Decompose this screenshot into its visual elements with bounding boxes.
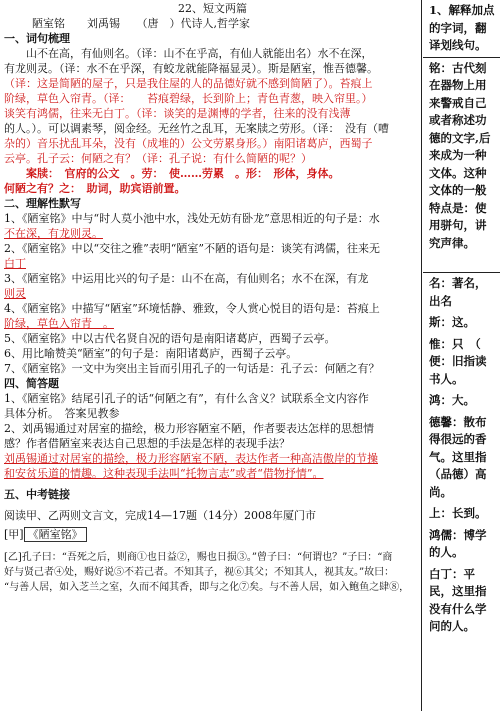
sidebar-def-shang: 上：长到。 (429, 506, 487, 520)
vocab-line-3: （译：这是简陋的屋子，只是我住屋的人的品德好就不感到简陋了）。苔痕上 (4, 77, 373, 90)
exam-passage-b-line-2: 好与贤己者④处，赐好说⑤不若己者。不知其子，视⑥其父；不知其人，视其友。”故曰： (4, 567, 395, 578)
exam-passage-title: 《陋室铭》 (24, 527, 87, 542)
qa-line-6: 和安贫乐道的情趣。这种表现手法叫“托物言志”或者“借物抒情”。 (4, 467, 324, 480)
vocab-line-7: 杂的）音乐扰乱耳朵，没有（成堆的）公文劳累身形。）南阳诸葛庐，西蜀子 (4, 137, 373, 150)
dictation-line-8: 阶绿，草色入帘青 。 (4, 317, 114, 330)
vocab-line-10: 何陋之有？之： 助词，助宾语前置。 (4, 182, 186, 195)
dictation-line-4: 白丁 (4, 257, 26, 270)
sidebar-def-ming: 名：著名，出名 (429, 276, 487, 308)
section-dictation-heading: 二、理解性默写 (4, 197, 81, 210)
sidebar-notes (423, 0, 500, 711)
vocab-line-2: 有龙则灵。（译：水不在乎深，有蛟龙就能降福显灵）。斯是陋室，惟吾德馨。 (4, 62, 378, 75)
section-vocab-heading: 一、词句梳理 (4, 32, 70, 45)
sidebar-def-wei: 惟：只 （ 便：旧指读书人。 (429, 336, 493, 386)
vocab-line-5: 谈笑有鸿儒，往来无白丁。（译：谈笑的是渊博的学者，往来的没有浅薄 (4, 107, 351, 120)
dictation-line-5: 3、《陋室铭》中运用比兴的句子是：山不在高，有仙则名；水不在深，有龙 (4, 272, 369, 285)
sidebar-def-si: 斯：这。 (429, 315, 475, 329)
dictation-line-10: 6、用比喻赞美“陋室”的句子是：南阳诸葛庐，西蜀子云亭。 (4, 347, 298, 360)
dictation-line-7: 4、《陋室铭》中描写“陋室”环境恬静、雅致，令人赏心悦目的语句是：苔痕上 (4, 302, 380, 315)
vocab-line-8: 云亭。孔子云：何陋之有？（译：孔子说：有什么简陋的呢？） (4, 152, 312, 165)
dictation-line-9: 5、《陋室铭》中以古代名贤自况的语句是南阳诸葛庐，西蜀子云亭。 (4, 332, 336, 345)
qa-line-1: 1、《陋室铭》结尾引孔子的话“何陋之有”，有什么含义？试联系全文内容作 (4, 392, 369, 405)
vocab-line-4: 阶绿，草色入帘青。（译： 苔痕碧绿，长到阶上；青色青葱，映入帘里。） (4, 92, 373, 105)
exam-passage-b-line-1: [乙]孔子曰：“吾死之后，则商①也日益②，赐也日损③。”曾子曰：“何谓也？”子曰：“商 (4, 552, 393, 563)
sidebar-def-hong: 鸿：大。 (429, 393, 475, 407)
exam-intro: 阅读甲、乙两则文言文，完成14—17题（14分）2008年厦门市 (4, 509, 316, 522)
exam-passage-tag: [甲] (4, 528, 24, 541)
qa-line-5: 刘禹锡通过对居室的描绘，极力形容陋室不陋，表达作者一种高洁傲岸的节操 (4, 452, 378, 465)
exam-passage-b-line-3: “与善人居，如入芝兰之室，久而不闻其香，即与之化⑦矣。与不善人居，如入鲍鱼之肆⑧， (4, 582, 410, 593)
sidebar-def-dexin: 德馨：散布得很远的香气。这里指（品德）高尚。 (429, 414, 487, 499)
dictation-line-3: 2、《陋室铭》中以“交往之雅”表明“陋室”不陋的语句是：谈笑有鸿儒，往来无 (4, 242, 380, 255)
qa-line-3: 2、刘禹锡通过对居室的描绘，极力形容陋室不陋，作者要表达怎样的思想情 (4, 422, 374, 435)
exam-passage-a-title-row (0, 527, 421, 542)
lesson-subtitle: 陋室铭 刘禹锡 （唐 ）代诗人,哲学家 (32, 17, 250, 30)
qa-line-4: 感？作者借陋室来表达自己思想的手法是怎样的表现手法？ (4, 437, 290, 450)
dictation-line-11: 7、《陋室铭》一文中为突出主旨而引用孔子的一句话是：孔子云：何陋之有？ (4, 362, 380, 375)
section-exam-heading: 五、中考链接 (4, 488, 70, 501)
lesson-title: 22、短文两篇 (178, 2, 247, 15)
section-qa-heading: 四、简答题 (4, 377, 59, 390)
qa-line-2: 具体分析。 答案见教参 (4, 407, 120, 420)
sidebar-def-hongru: 鸿儒：博学的人。 (429, 527, 487, 559)
dictation-line-6: 则灵 (4, 287, 26, 300)
dictation-line-2: 不在深，有龙则灵。 (4, 227, 103, 240)
vocab-line-9: 案牍： 官府的公文 。劳： 使……劳累 。形： 形体，身体。 (4, 167, 340, 180)
vocab-line-6: 的人。）。可以调素琴，阅金经。无丝竹之乱耳，无案牍之劳形。（译： 没有（嘈 (4, 122, 389, 135)
sidebar-note-ming: 铭：古代刻在器物上用来警戒自己或者称述功德的文字,后来成为一种文体。这种文体的一般特点是：使用骈句，讲究声律。 (429, 60, 491, 250)
sidebar-def-baiding: 白丁：平民，这里指没有什么学问的人。 (429, 566, 487, 633)
sidebar-note-instructions: 1、解释加点的字词，翻译划线句。 (429, 3, 495, 52)
vocab-line-1: 山不在高，有仙则名。（译：山不在乎高，有仙人就能出名）水不在深， (4, 47, 373, 60)
dictation-line-1: 1、《陋室铭》中与“时人莫小池中水，浅处无妨有卧龙”意思相近的句子是：水 (4, 212, 380, 225)
